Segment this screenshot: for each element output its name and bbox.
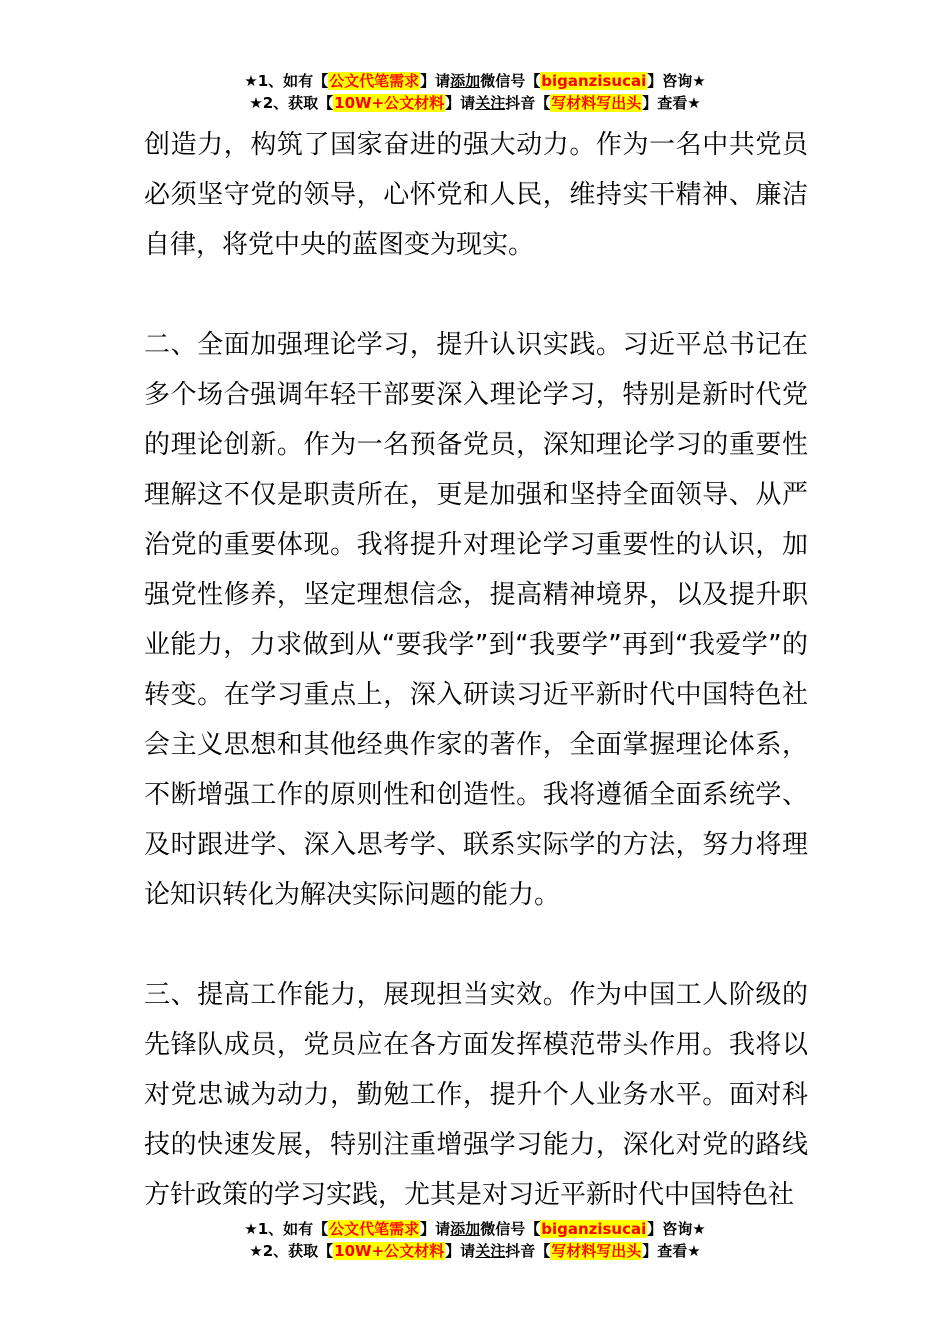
banner-text: 抖音【: [505, 94, 551, 112]
underlined-text: 添加: [450, 72, 481, 90]
banner-text: 抖音【: [505, 1242, 551, 1260]
banner-text: 1、如有【: [257, 72, 329, 90]
star-icon: ★: [249, 94, 263, 112]
star-icon: ★: [244, 1220, 258, 1238]
banner-text: 2、获取【: [262, 94, 334, 112]
star-icon: ★: [687, 94, 701, 112]
highlight-text: biganzisucai: [541, 1220, 647, 1238]
banner-text: 1、如有【: [257, 1220, 329, 1238]
banner-text: 】请: [420, 1220, 451, 1238]
paragraph-3: 三、提高工作能力，展现担当实效。作为中国工人阶级的先锋队成员，党员应在各方面发挥模范带头作用。我将以对党忠诚为动力，勤勉工作，提升个人业务水平。面对科技的快速发展，特别注重增强学习能力，深化对党的路线方针政策的学习实践，尤其是对习近平新时代中国特色社: [144, 980, 808, 1210]
banner-text: 】请: [420, 72, 451, 90]
underlined-text: 关注: [475, 94, 506, 112]
banner-text: 】查看: [642, 94, 688, 112]
paragraph-1: 创造力，构筑了国家奋进的强大动力。作为一名中共党员必须坚守党的领导，心怀党和人民，维持实干精神、廉洁自律，将党中央的蓝图变为现实。: [144, 130, 808, 260]
highlight-text: 10W+公文材料: [334, 1242, 445, 1260]
highlight-text: 公文代笔需求: [329, 72, 420, 90]
banner-text: 】咨询: [647, 72, 693, 90]
highlight-text: 写材料写出头: [551, 94, 642, 112]
document-body: [144, 120, 808, 1220]
underlined-text: 关注: [475, 1242, 506, 1260]
banner-text: 微信号【: [480, 72, 541, 90]
banner-text: 】请: [445, 94, 476, 112]
banner-text: 微信号【: [480, 1220, 541, 1238]
banner-text: 2、获取【: [262, 1242, 334, 1260]
banner-line-1: [0, 1218, 950, 1240]
star-icon: ★: [687, 1242, 701, 1260]
star-icon: ★: [692, 72, 706, 90]
highlight-text: 公文代笔需求: [329, 1220, 420, 1238]
underlined-text: 添加: [450, 1220, 481, 1238]
banner-line-1: [0, 70, 950, 92]
star-icon: ★: [692, 1220, 706, 1238]
banner-line-2: [0, 92, 950, 114]
banner-text: 】查看: [642, 1242, 688, 1260]
footer-banner: [0, 1218, 950, 1262]
star-icon: ★: [249, 1242, 263, 1260]
star-icon: ★: [244, 72, 258, 90]
banner-text: 】请: [445, 1242, 476, 1260]
paragraph-2: 二、全面加强理论学习，提升认识实践。习近平总书记在多个场合强调年轻干部要深入理论学习，特别是新时代党的理论创新。作为一名预备党员，深知理论学习的重要性理解这不仅是职责所在，更是加强和坚持全面领导、从严治党的重要体现。我将提升对理论学习重要性的认识，加强党性修养，坚定理想信念，提高精神境界，以及提升职业能力，力求做到从“要我学”到“我要学”再到“我爱学”的转变。在学习重点上，深入研读习近平新时代中国特色社会主义思想和其他经典作家的著作，全面掌握理论体系，不断增强工作的原则性和创造性。我将遵循全面系统学、及时跟进学、深入思考学、联系实际学的方法，努力将理论知识转化为解决实际问题的能力。: [144, 330, 808, 910]
highlight-text: 10W+公文材料: [334, 94, 445, 112]
highlight-text: 写材料写出头: [551, 1242, 642, 1260]
banner-line-2: [0, 1240, 950, 1262]
banner-text: 】咨询: [647, 1220, 693, 1238]
highlight-text: biganzisucai: [541, 72, 647, 90]
header-banner: [0, 70, 950, 114]
